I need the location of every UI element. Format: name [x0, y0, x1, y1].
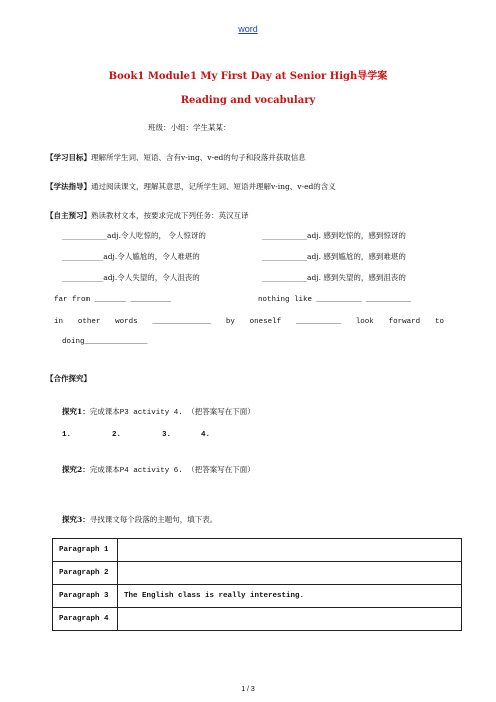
task-1-text: 完成课本P3 activity 4. （把答案写在下面） [89, 409, 255, 417]
task-3-text: 寻找课文每个段落的主题句，填下表。 [89, 515, 218, 524]
phrase-word: other [77, 318, 101, 326]
table-row [53, 562, 462, 585]
phrase-blank: __________ [295, 318, 341, 326]
paragraph-topic[interactable] [118, 539, 462, 562]
answer-3: 3. [162, 431, 172, 439]
task-2-text: 完成课本P4 activity 6. （把答案写在下面） [89, 467, 255, 475]
topic-sentence-table [52, 538, 462, 631]
coop-heading: 【合作探究】 [46, 374, 91, 383]
answer-1: 1. [62, 431, 72, 439]
goals-label: 【学习目标】 [46, 153, 91, 162]
page-number: 1 / 3 [241, 686, 255, 693]
phrase-word: forward [388, 318, 421, 326]
vocab-row-3-right: ____________adj. 感到失望的，感到沮丧的 [262, 273, 406, 282]
paragraph-label: Paragraph 4 [53, 608, 118, 631]
class-info: 班级：小组：学生某某： [148, 123, 231, 132]
page-title: Book1 Module1 My First Day at Senior High导学案 [108, 71, 388, 82]
preview-label: 【自主预习】 [46, 211, 91, 220]
answer-4: 4. [201, 431, 211, 439]
paragraph-label: Paragraph 2 [53, 562, 118, 585]
phrase-doing: doing______________ [62, 338, 148, 346]
phrase-word: oneself [249, 318, 282, 326]
self-preview [46, 210, 249, 221]
task-3 [62, 514, 217, 525]
table-row [53, 585, 462, 608]
phrase-word: by [225, 318, 235, 326]
vocab-row-1-left: ____________adj.令人吃惊的， 令人惊讶的 [62, 231, 206, 240]
header-word-link[interactable]: word [238, 24, 258, 34]
paragraph-topic[interactable] [118, 608, 462, 631]
paragraph-label: Paragraph 1 [53, 539, 118, 562]
guide-text: 通过阅读课文，理解其意思，记所学生词、短语并理解v-ing、v-ed的含义 [91, 182, 336, 191]
paragraph-topic[interactable] [118, 562, 462, 585]
task-2-label: 探究2： [62, 465, 90, 474]
phrase-far-from: far from _______ _________ [54, 296, 172, 304]
paragraph-label: Paragraph 3 [53, 585, 118, 608]
vocab-row-3-left: ___________adj.令人失望的，令人沮丧的 [62, 273, 200, 282]
paragraph-topic[interactable]: The English class is really interesting. [118, 585, 462, 608]
vocab-row-2-left: ___________adj.令人尴尬的，令人难堪的 [62, 252, 200, 261]
preview-text: 熟读教材文本，按要求完成下列任务：英汉互译 [91, 211, 249, 220]
task-1-label: 探究1： [62, 407, 90, 416]
phrase-word: look [355, 318, 374, 326]
learning-guide [46, 181, 336, 192]
goals-text: 理解所学生词、短语、含有v-ing、v-ed的句子和段落并获取信息 [91, 153, 306, 162]
phrase-word: to [434, 318, 444, 326]
answer-2: 2. [112, 431, 122, 439]
learning-goals [46, 152, 306, 163]
phrase-nothing-like: nothing like __________ __________ [258, 296, 412, 304]
guide-label: 【学法指导】 [46, 182, 91, 191]
task-1 [62, 406, 255, 417]
table-row [53, 539, 462, 562]
phrase-word: words [115, 318, 138, 326]
phrase-word: in [54, 318, 64, 326]
table-row [53, 608, 462, 631]
task-3-label: 探究3： [62, 515, 90, 524]
vocab-row-1-right: ____________adj. 感到吃惊的，感到惊讶的 [262, 231, 406, 240]
task-2 [62, 464, 255, 475]
phrase-line-2 [54, 318, 444, 326]
phrase-blank: _____________ [152, 318, 211, 326]
page-subtitle: Reading and vocabulary [180, 95, 316, 106]
vocab-row-2-right: ____________adj. 感到尴尬的，感到难堪的 [262, 252, 406, 261]
